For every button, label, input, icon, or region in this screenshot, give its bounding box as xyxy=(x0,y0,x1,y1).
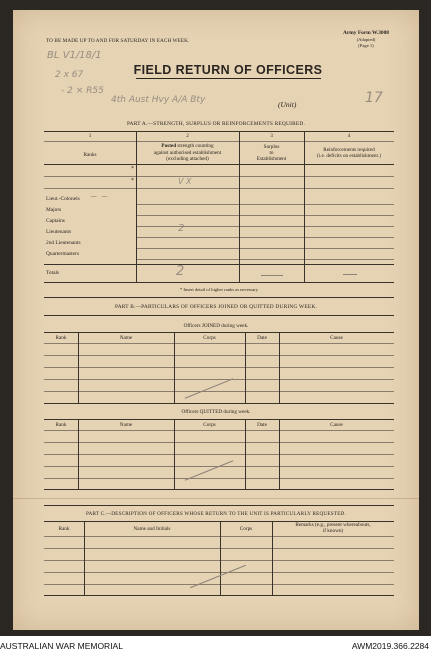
part-b-rule-heading xyxy=(44,315,394,316)
joined-rule-header xyxy=(44,343,394,344)
part-a-rule-totals xyxy=(44,264,394,265)
joined-vline-1 xyxy=(78,332,79,403)
part-a-vline-3 xyxy=(304,131,305,282)
quitted-row-4 xyxy=(44,478,394,479)
part-a-row-line-2 xyxy=(44,188,394,189)
col-number-3: 3 xyxy=(270,133,273,139)
col-surplus-header-2: to xyxy=(269,150,274,156)
part-c-rule-top xyxy=(44,505,394,506)
joined-rule-bottom xyxy=(44,403,394,404)
joined-row-2 xyxy=(44,367,394,368)
part-a-heading: PART A.—STRENGTH, SURPLUS OR REINFORCEMENTS REQUIRED. xyxy=(126,121,305,127)
handwritten-page-number: 17 xyxy=(365,90,383,106)
rank-2nd-lieutenants: 2nd Lieutenants xyxy=(46,240,81,246)
handwritten-reference-1: BL V1/18/1 xyxy=(47,50,102,61)
part-c-row-1 xyxy=(44,548,394,549)
joined-rule-top xyxy=(44,332,394,333)
joined-row-4 xyxy=(44,391,394,392)
part-c-row-4 xyxy=(44,584,394,585)
rank-dashes: — — xyxy=(91,194,110,200)
part-c-row-2 xyxy=(44,560,394,561)
col-reinforcements-header-1: Reinforcements required xyxy=(323,147,375,153)
asterisk-1: * xyxy=(131,166,134,172)
joined-col-date: Date xyxy=(257,335,267,341)
col-posted-bold: Posted xyxy=(161,143,177,149)
joined-vline-4 xyxy=(279,332,280,403)
col-posted-rest: strength counting xyxy=(176,143,214,149)
part-a-rule-top xyxy=(44,131,394,132)
part-c-heading: PART C.—DESCRIPTION OF OFFICERS WHOSE RETURN TO THE UNIT IS PARTICULARLY REQUESTED. xyxy=(85,511,346,517)
joined-col-corps: Corps xyxy=(203,335,216,341)
quitted-vline-4 xyxy=(279,419,280,489)
joined-vline-2 xyxy=(174,332,175,403)
col-surplus-header-3: Establishment xyxy=(256,156,287,162)
part-c-rule-header xyxy=(44,536,394,537)
part-c-col-remarks-1: Remarks (e.g., present whereabouts, xyxy=(295,522,371,528)
part-c-vline-3 xyxy=(272,521,273,595)
rank-majors: Majors xyxy=(46,207,62,213)
part-c-col-corps: Corps xyxy=(239,526,253,532)
part-a-rule-bottom xyxy=(44,282,394,283)
document-page xyxy=(13,10,419,630)
part-a-vline-2 xyxy=(239,131,240,282)
col-number-4: 4 xyxy=(347,133,351,139)
quitted-rule-bottom xyxy=(44,489,394,490)
joined-row-1 xyxy=(44,355,394,356)
col-posted-header-1 xyxy=(136,143,239,149)
part-a-footnote: * Insert detail of higher ranks as necessary xyxy=(179,287,259,292)
joined-col-cause: Cause xyxy=(330,335,343,341)
quitted-col-name: Name xyxy=(119,422,133,428)
part-b-heading: PART B.—PARTICULARS OF OFFICERS JOINED OR QUITTED DURING WEEK. xyxy=(115,304,317,310)
col-number-2: 2 xyxy=(186,133,189,139)
quitted-col-rank: Rank xyxy=(55,422,67,428)
paper-fold xyxy=(13,498,419,499)
part-a-row-line-1 xyxy=(44,176,394,177)
handwritten-reference-3: - 2 × R55 xyxy=(61,86,104,96)
handwritten-totals-posted: 2 xyxy=(176,264,185,279)
joined-col-rank: Rank xyxy=(55,335,67,341)
quitted-row-1 xyxy=(44,442,394,443)
quitted-row-2 xyxy=(44,454,394,455)
footer-accession-number: AWM2019.366.2284 xyxy=(351,641,429,651)
quitted-vline-2 xyxy=(174,419,175,489)
title-underline xyxy=(136,78,321,79)
joined-heading: Officers JOINED during week. xyxy=(183,323,249,329)
unit-label: (Unit) xyxy=(278,100,297,109)
part-a-grid-5 xyxy=(136,248,394,249)
handwritten-lieutenants-posted: 2 xyxy=(178,223,185,234)
col-posted-header-2: against authorised establishment xyxy=(153,150,222,156)
part-b-rule-top xyxy=(44,297,394,298)
col-ranks-header: Ranks xyxy=(83,152,97,158)
part-a-rule-numbers xyxy=(44,141,394,142)
footer-institution: AUSTRALIAN WAR MEMORIAL xyxy=(0,641,123,651)
joined-cancel-stroke xyxy=(185,378,234,398)
handwritten-rank-entry: V X xyxy=(178,177,192,186)
quitted-rule-header xyxy=(44,430,394,431)
part-a-vline-1 xyxy=(136,131,137,282)
part-a-grid-4 xyxy=(136,237,394,238)
rank-quartermasters: Quartermasters xyxy=(46,251,79,257)
col-posted-header-3: (excluding attached) xyxy=(166,156,209,162)
form-adapted: (Adapted) xyxy=(356,37,376,42)
joined-row-3 xyxy=(44,379,394,380)
rank-lieutenants: Lieutenants xyxy=(46,229,72,235)
part-c-col-remarks-2: if known) xyxy=(322,528,344,534)
col-number-1: 1 xyxy=(88,133,92,139)
joined-col-name: Name xyxy=(119,335,133,341)
quitted-vline-1 xyxy=(78,419,79,489)
form-title: FIELD RETURN OF OFFICERS xyxy=(133,63,323,77)
rank-lieut-colonels: Lieut.-Colonels xyxy=(46,196,80,202)
quitted-col-date: Date xyxy=(257,422,267,428)
part-a-grid-3 xyxy=(136,226,394,227)
part-c-rule-bottom xyxy=(44,595,394,596)
part-c-vline-2 xyxy=(220,521,221,595)
part-c-row-3 xyxy=(44,572,394,573)
totals-label: Totals xyxy=(46,270,60,276)
surplus-total-dash xyxy=(261,275,283,276)
quitted-rule-top xyxy=(44,419,394,420)
col-surplus-header-1: Surplus xyxy=(263,144,280,150)
handwritten-reference-2: 2 x 67 xyxy=(55,70,84,80)
part-a-grid-1 xyxy=(136,204,394,205)
part-a-rule-header xyxy=(44,164,394,165)
col-reinforcements-header-2: (i.e. deficits on establishment.) xyxy=(317,153,381,159)
form-page: (Page 1) xyxy=(358,43,374,48)
part-a-grid-2 xyxy=(136,215,394,216)
rank-captains: Captains xyxy=(46,218,65,224)
part-a-grid-6 xyxy=(136,259,394,260)
joined-vline-3 xyxy=(245,332,246,403)
part-c-col-name: Name and Initials xyxy=(133,526,171,532)
header-instruction: TO BE MADE UP TO AND FOR SATURDAY IN EACH WEEK. xyxy=(46,38,190,44)
handwritten-unit-name: 4th Aust Hvy A/A Bty xyxy=(111,95,206,105)
part-c-vline-1 xyxy=(84,521,85,595)
quitted-col-corps: Corps xyxy=(203,422,216,428)
asterisk-2: * xyxy=(131,178,134,184)
quitted-heading: Officers QUITTED during week. xyxy=(181,409,251,415)
quitted-col-cause: Cause xyxy=(330,422,343,428)
part-c-col-rank: Rank xyxy=(58,526,70,532)
quitted-vline-3 xyxy=(245,419,246,489)
reinforcements-total-dash xyxy=(343,274,357,275)
form-number: Army Form W.3008 xyxy=(343,30,389,36)
